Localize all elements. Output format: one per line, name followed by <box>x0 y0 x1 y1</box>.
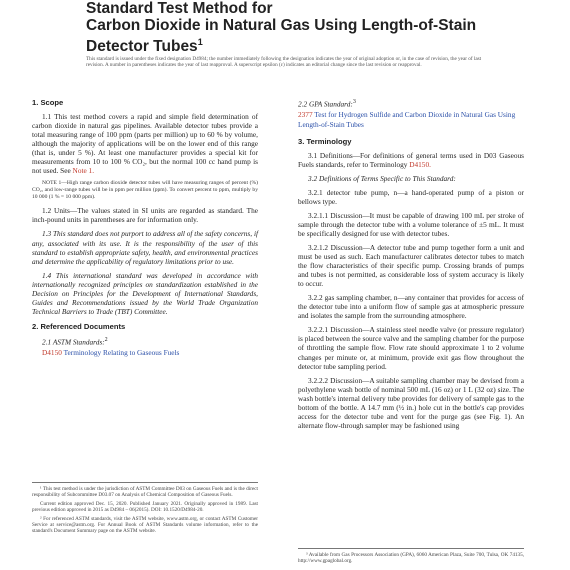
footnote-2: ² For referenced ASTM standards, visit the ASTM website, www.astm.org, or contact ASTM Customer Service at service@astm.org. For Annual Book of ASTM Standards volume information, refer to the standard's Document Summary page on the ASTM website. <box>32 515 258 535</box>
section-3-2-2: 3.2.2 gas sampling chamber, n—any container that provides for access of the detector tube into a uniform flow of sample gas at atmospheric pressure and isolates the sample from the surrounding atmosphere. <box>298 293 524 321</box>
document-title <box>86 0 477 56</box>
title-line-1: Standard Test Method for <box>86 0 273 17</box>
section-3-1: 3.1 Definitions—For definitions of general terms used in D03 Gaseous Fuels standards, refer to Terminology D4150. <box>298 150 524 169</box>
scope-heading: 1. Scope <box>32 98 64 107</box>
section-1-1: 1.1 This test method covers a rapid and simple field determination of carbon dioxide in natural gas pipelines. Available detector tubes provide a total measuring range of 100 ppm (parts per million) up to 60 % by volume, although the majority of applications will be on the lower end of this range (that is, under 5 %). At least one manufacturer provides a special kit for measurements from 10 to 100 % CO₂, but the normal 100 cc hand pump is not used. See Note 1. <box>32 112 258 176</box>
astm-standards-line: 2.1 ASTM Standards:$^2$ <box>42 336 108 347</box>
right-column <box>298 98 524 435</box>
reference-gpa-2377[interactable]: 2377 Test for Hydrogen Sulfide and Carbon Dioxide in Natural Gas Using Length-of-Stain Tubes <box>298 110 516 129</box>
title-line-3: Detector Tubes$^1$ <box>86 37 203 56</box>
designation-preamble: This standard is issued under the fixed designation D4984; the number immediately following the designation indicates the year of original adoption or, in the case of revision, the year of last revision. A number in parentheses indicates the year of last reapproval. A superscript epsilon (ε) indicates an editorial change since the last revision or reapproval. <box>86 56 482 69</box>
section-3-2: 3.2 Definitions of Terms Specific to This Standard: <box>308 173 456 183</box>
note-1-link[interactable]: Note 1. <box>72 166 95 176</box>
section-3-2-1-2: 3.2.1.2 Discussion—A detector tube and pump together form a unit and must be used as such. Each manufacturer calibrates detector tubes to match the flow characteristics of their specific pump. Crossing brands of pumps and tubes is not permitted, as considerable loss of system accuracy is likely to occur. <box>298 242 524 289</box>
section-3-2-2-1: 3.2.2.1 Discussion—A stainless steel needle valve (or pressure regulator) is placed between the source valve and the sampling chamber for the purpose of throttling the sample flow. Flow rate should approximate 1 to 2 volume changes per minute or, at minimum, provide exit gas flow throughout the detector tube sampling period. <box>298 325 524 371</box>
footnote-3: ³ Available from Gas Processors Association (GPA), 6060 American Plaza, Suite 700, Tulsa, OK 74135, http://www.gpaglobal.org. <box>298 552 524 565</box>
left-column <box>32 98 258 359</box>
section-1-3: 1.3 This standard does not purport to address all of the safety concerns, if any, associated with its use. It is the responsibility of the user of this standard to establish appropriate safety, health, and environmental practices and determine the applicability of regulatory limitations prior to use. <box>32 229 258 266</box>
right-footnotes <box>298 548 524 567</box>
footnote-1: ¹ This test method is under the jurisdiction of ASTM Committee D03 on Gaseous Fuels and is the direct responsibility of Subcommittee D03.07 on Analysis of Chemical Composition of Gaseous Fuels. <box>32 486 258 499</box>
d4150-link[interactable]: D4150. <box>409 159 431 169</box>
section-1-4: 1.4 This international standard was developed in accordance with internationally recognized principles on standardization established in the Decision on Principles for the Development of International Standards, Guides and Recommendations issued by the World Trade Organization Technical Barriers to Trade (TBT) Committee. <box>32 270 258 316</box>
section-1-2: 1.2 Units—The values stated in SI units are regarded as standard. The inch-pound units in parentheses are for information only. <box>32 206 258 225</box>
left-footnotes <box>32 482 258 537</box>
footnote-1b: Current edition approved Dec. 15, 2020. Published January 2021. Originally approved in 1989. Last previous edition approved in 2015 as D4984 – 06(2015). DOI: 10.1520/D4984-20. <box>32 500 258 514</box>
terminology-heading: 3. Terminology <box>298 136 352 146</box>
referenced-documents-heading: 2. Referenced Documents <box>32 321 126 331</box>
title-footnote-mark: 1 <box>197 37 203 47</box>
section-3-2-1: 3.2.1 detector tube pump, n—a hand-operated pump of a piston or bellows type. <box>298 187 524 206</box>
note-1: NOTE 1—High range carbon dioxide detector tubes will have measuring ranges of percent (%) CO₂, and low-range tubes will be in ppm per million (ppm). To convert percent to ppm, multiply by 10 000 (1 % = 10 000 ppm). <box>32 180 258 201</box>
title-line-2: Carbon Dioxide in Natural Gas Using Length-of-Stain <box>86 17 477 34</box>
gpa-standard-line: 2.2 GPA Standard:$^3$ <box>298 99 356 109</box>
reference-d4150[interactable]: D4150 Terminology Relating to Gaseous Fuels <box>42 348 180 358</box>
section-3-2-1-1: 3.2.1.1 Discussion—It must be capable of drawing 100 mL per stroke of sample through the detector tube with a volume tolerance of ±5 mL. It must be specifically designed for use with detector tubes. <box>298 210 524 238</box>
section-3-2-2-2: 3.2.2.2 Discussion—A suitable sampling chamber may be devised from a polyethylene wash bottle of nominal 500 mL (16 oz) or 1 L (32 oz) size. The wash bottle's internal delivery tube provides for delivery of sample gas to the bottom of the bottle. A 14.7 mm (½ in.) hole cut in the bottle's cap provides access for the detector tube and vent for the purge gas (see Fig. 1). An alternate flow-through sampler may be fashioned using <box>298 375 524 430</box>
